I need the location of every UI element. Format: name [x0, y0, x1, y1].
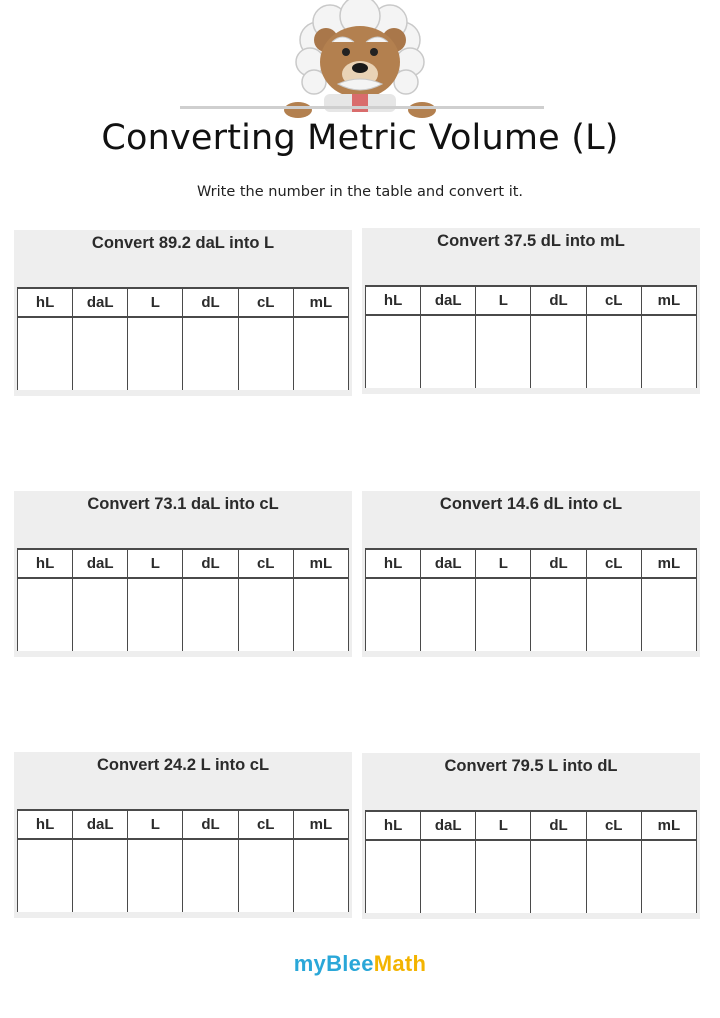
- answer-cell[interactable]: [531, 315, 586, 388]
- answer-cell[interactable]: [293, 578, 348, 651]
- answer-cell[interactable]: [476, 578, 531, 651]
- answer-cell[interactable]: [183, 578, 238, 651]
- answer-cell[interactable]: [73, 317, 128, 390]
- answer-cell[interactable]: [238, 317, 293, 390]
- answer-cell[interactable]: [421, 840, 476, 913]
- exercise-prompt: Convert 73.1 daL into cL: [87, 495, 279, 513]
- unit-header-hl: hL: [18, 288, 73, 317]
- answer-cell[interactable]: [73, 839, 128, 912]
- unit-header-ml: mL: [641, 811, 696, 840]
- answer-cell[interactable]: [183, 839, 238, 912]
- answer-cell[interactable]: [128, 839, 183, 912]
- unit-header-dl: dL: [531, 549, 586, 578]
- unit-header-cl: cL: [238, 549, 293, 578]
- place-value-table: [365, 810, 697, 913]
- unit-header-cl: cL: [238, 288, 293, 317]
- page-title: Converting Metric Volume (L): [101, 118, 619, 158]
- unit-header-dl: dL: [183, 288, 238, 317]
- header-divider: [180, 106, 544, 109]
- unit-header-l: L: [476, 549, 531, 578]
- unit-header-dal: daL: [421, 286, 476, 315]
- place-value-table: [365, 285, 697, 388]
- exercise-prompt: Convert 89.2 daL into L: [91, 234, 275, 252]
- unit-header-dal: daL: [73, 810, 128, 839]
- unit-header-dl: dL: [531, 811, 586, 840]
- answer-cell[interactable]: [18, 317, 73, 390]
- place-value-table: [17, 287, 349, 390]
- unit-header-l: L: [128, 288, 183, 317]
- brand-name-part2: Math: [373, 951, 427, 976]
- answer-cell[interactable]: [238, 578, 293, 651]
- unit-header-ml: mL: [641, 549, 696, 578]
- exercise-prompt: Convert 14.6 dL into cL: [439, 495, 623, 513]
- exercise-panel: [14, 230, 352, 396]
- unit-header-ml: mL: [293, 288, 348, 317]
- answer-cell[interactable]: [586, 840, 641, 913]
- unit-header-dl: dL: [183, 810, 238, 839]
- unit-header-dal: daL: [421, 549, 476, 578]
- exercise-panel: [14, 752, 352, 918]
- unit-header-hl: hL: [366, 286, 421, 315]
- exercise-panel: [362, 228, 700, 394]
- unit-header-cl: cL: [238, 810, 293, 839]
- answer-cell[interactable]: [18, 839, 73, 912]
- answer-cell[interactable]: [293, 839, 348, 912]
- answer-cell[interactable]: [586, 315, 641, 388]
- unit-header-dal: daL: [73, 549, 128, 578]
- unit-header-cl: cL: [586, 811, 641, 840]
- exercise-prompt: Convert 79.5 L into dL: [444, 757, 618, 775]
- unit-header-ml: mL: [641, 286, 696, 315]
- answer-cell[interactable]: [128, 317, 183, 390]
- brand-name-part1: myBlee: [293, 951, 374, 976]
- brand-logo: [0, 951, 720, 977]
- answer-cell[interactable]: [366, 578, 421, 651]
- unit-header-hl: hL: [18, 549, 73, 578]
- exercise-prompt: Convert 37.5 dL into mL: [437, 232, 625, 250]
- answer-cell[interactable]: [586, 578, 641, 651]
- answer-cell[interactable]: [476, 840, 531, 913]
- unit-header-l: L: [128, 810, 183, 839]
- unit-header-cl: cL: [586, 549, 641, 578]
- unit-header-dl: dL: [183, 549, 238, 578]
- exercise-panel: [362, 753, 700, 919]
- place-value-table: [17, 548, 349, 651]
- answer-cell[interactable]: [73, 578, 128, 651]
- unit-header-ml: mL: [293, 810, 348, 839]
- unit-header-l: L: [128, 549, 183, 578]
- unit-header-l: L: [476, 811, 531, 840]
- exercise-prompt: Convert 24.2 L into cL: [96, 756, 270, 774]
- unit-header-dal: daL: [421, 811, 476, 840]
- unit-header-hl: hL: [366, 549, 421, 578]
- answer-cell[interactable]: [18, 578, 73, 651]
- answer-cell[interactable]: [128, 578, 183, 651]
- answer-cell[interactable]: [183, 317, 238, 390]
- answer-cell[interactable]: [531, 578, 586, 651]
- answer-cell[interactable]: [531, 840, 586, 913]
- answer-cell[interactable]: [641, 840, 696, 913]
- unit-header-dl: dL: [531, 286, 586, 315]
- answer-cell[interactable]: [238, 839, 293, 912]
- answer-cell[interactable]: [366, 840, 421, 913]
- place-value-table: [365, 548, 697, 651]
- answer-cell[interactable]: [641, 578, 696, 651]
- exercise-panel: [362, 491, 700, 657]
- unit-header-l: L: [476, 286, 531, 315]
- answer-cell[interactable]: [421, 315, 476, 388]
- bear-mascot-icon: [280, 0, 440, 118]
- answer-cell[interactable]: [421, 578, 476, 651]
- place-value-table: [17, 809, 349, 912]
- answer-cell[interactable]: [476, 315, 531, 388]
- exercise-panel: [14, 491, 352, 657]
- unit-header-ml: mL: [293, 549, 348, 578]
- answer-cell[interactable]: [366, 315, 421, 388]
- unit-header-cl: cL: [586, 286, 641, 315]
- answer-cell[interactable]: [293, 317, 348, 390]
- page-instructions: Write the number in the table and convert it.: [196, 184, 524, 200]
- answer-cell[interactable]: [641, 315, 696, 388]
- unit-header-hl: hL: [366, 811, 421, 840]
- unit-header-dal: daL: [73, 288, 128, 317]
- unit-header-hl: hL: [18, 810, 73, 839]
